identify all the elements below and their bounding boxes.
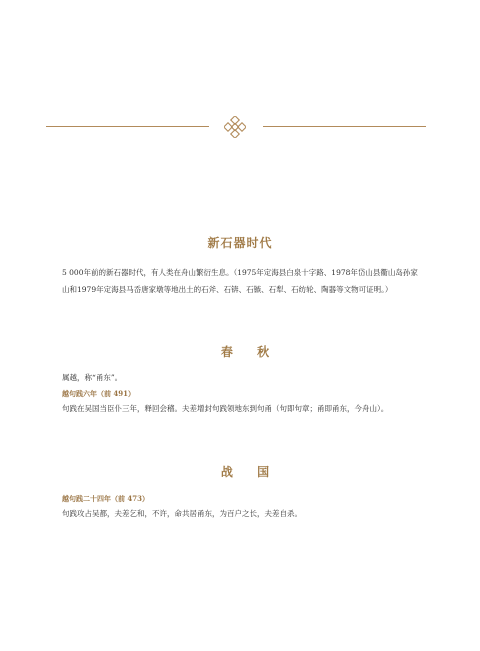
section-title-neolithic: 新石器时代 (207, 236, 273, 250)
section-title-warring-states: 战 国 (220, 465, 280, 479)
warring-states-paragraph: 句践攻占吴都，夫差乞和，不许，命共居甬东，为百户之长，夫差自杀。 (62, 509, 302, 518)
spring-autumn-year-label: 越句践六年（前 491） (62, 389, 136, 398)
diamond-knot-ornament-icon (224, 116, 246, 138)
section-title-spring-autumn: 春 秋 (220, 345, 280, 359)
spring-autumn-intro: 属越，称“甬东”。 (62, 373, 123, 382)
divider-line-right (263, 126, 426, 127)
spring-autumn-paragraph: 句践在吴国当臣仆三年，释回会稽。夫差增封句践领地东到句甬（句即句章；甬即甬东，今舟山）。 (62, 404, 389, 413)
decorative-divider (46, 116, 426, 138)
warring-states-year-label: 越句践二十四年（前 473） (62, 494, 150, 503)
neolithic-paragraph: 5 000年前的新石器时代，有人类在舟山繁衍生息。（1975年定海县白泉十字路、1978年岱山县衢山岛孙家山和1979年定海县马岙唐家墩等地出土的石斧、石锛、石镞、石犁、石纺轮、陶器等文物可证明。） (62, 268, 418, 294)
divider-line-left (46, 126, 209, 127)
